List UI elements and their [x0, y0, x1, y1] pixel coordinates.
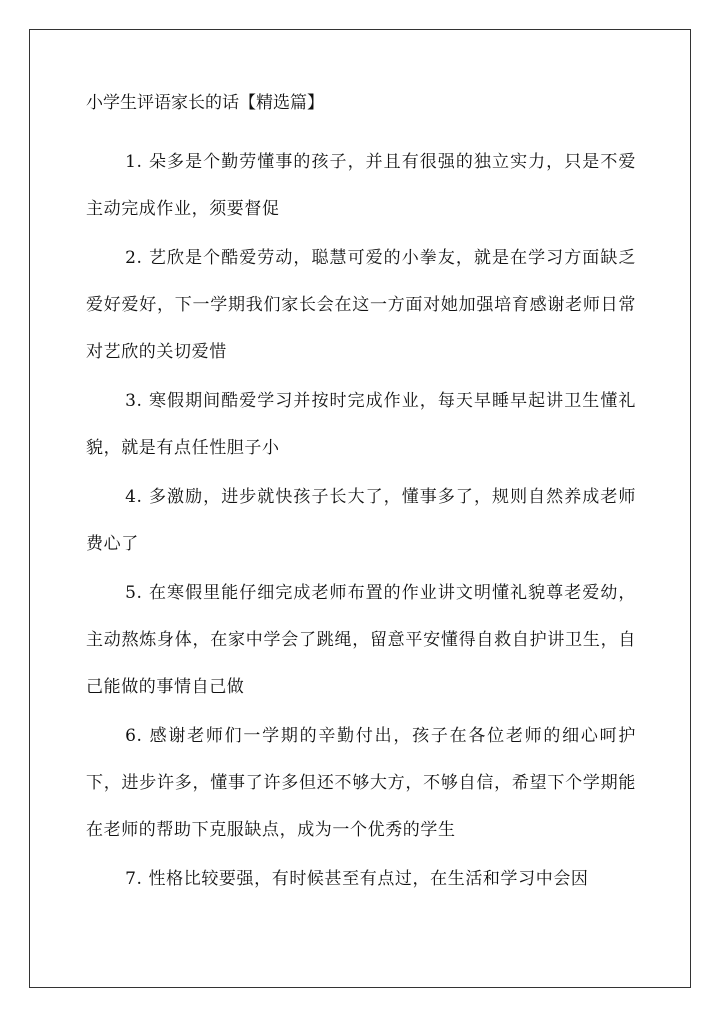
item-number: 1.	[125, 152, 143, 172]
comment-item-7	[86, 856, 636, 903]
item-number: 5.	[125, 583, 143, 603]
item-number: 4.	[125, 487, 143, 507]
item-text: 朵多是个勤劳懂事的孩子，并且有很强的独立实力，只是不爱主动完成作业，须要督促	[86, 152, 636, 219]
comment-item-2	[86, 235, 636, 376]
item-text: 多激励，进步就快孩子长大了，懂事多了，规则自然养成老师费心了	[86, 487, 636, 554]
item-number: 3.	[125, 391, 143, 411]
document-body	[86, 91, 636, 905]
comment-item-6	[86, 713, 636, 854]
comment-item-3	[86, 378, 636, 472]
item-number: 2.	[125, 248, 143, 268]
item-text: 在寒假里能仔细完成老师布置的作业讲文明懂礼貌尊老爱幼，主动熬炼身体，在家中学会了跳绳，留意平安懂得自救自护讲卫生，自己能做的事情自己做	[86, 583, 636, 697]
comment-item-4	[86, 474, 636, 568]
item-text: 寒假期间酷爱学习并按时完成作业，每天早睡早起讲卫生懂礼貌，就是有点任性胆子小	[86, 391, 636, 458]
item-text: 艺欣是个酷爱劳动，聪慧可爱的小拳友，就是在学习方面缺乏爱好爱好，下一学期我们家长会在这一方面对她加强培育感谢老师日常对艺欣的关切爱惜	[86, 248, 636, 362]
item-number: 6.	[125, 726, 143, 746]
document-title: 小学生评语家长的话【精选篇】	[86, 93, 324, 113]
item-text: 感谢老师们一学期的辛勤付出，孩子在各位老师的细心呵护下，进步许多，懂事了许多但还不够大方，不够自信，希望下个学期能在老师的帮助下克服缺点，成为一个优秀的学生	[86, 726, 636, 840]
comment-item-1	[86, 139, 636, 233]
item-number: 7.	[125, 869, 143, 889]
item-text: 性格比较要强，有时候甚至有点过，在生活和学习中会因	[148, 869, 589, 889]
comment-item-5	[86, 570, 636, 711]
